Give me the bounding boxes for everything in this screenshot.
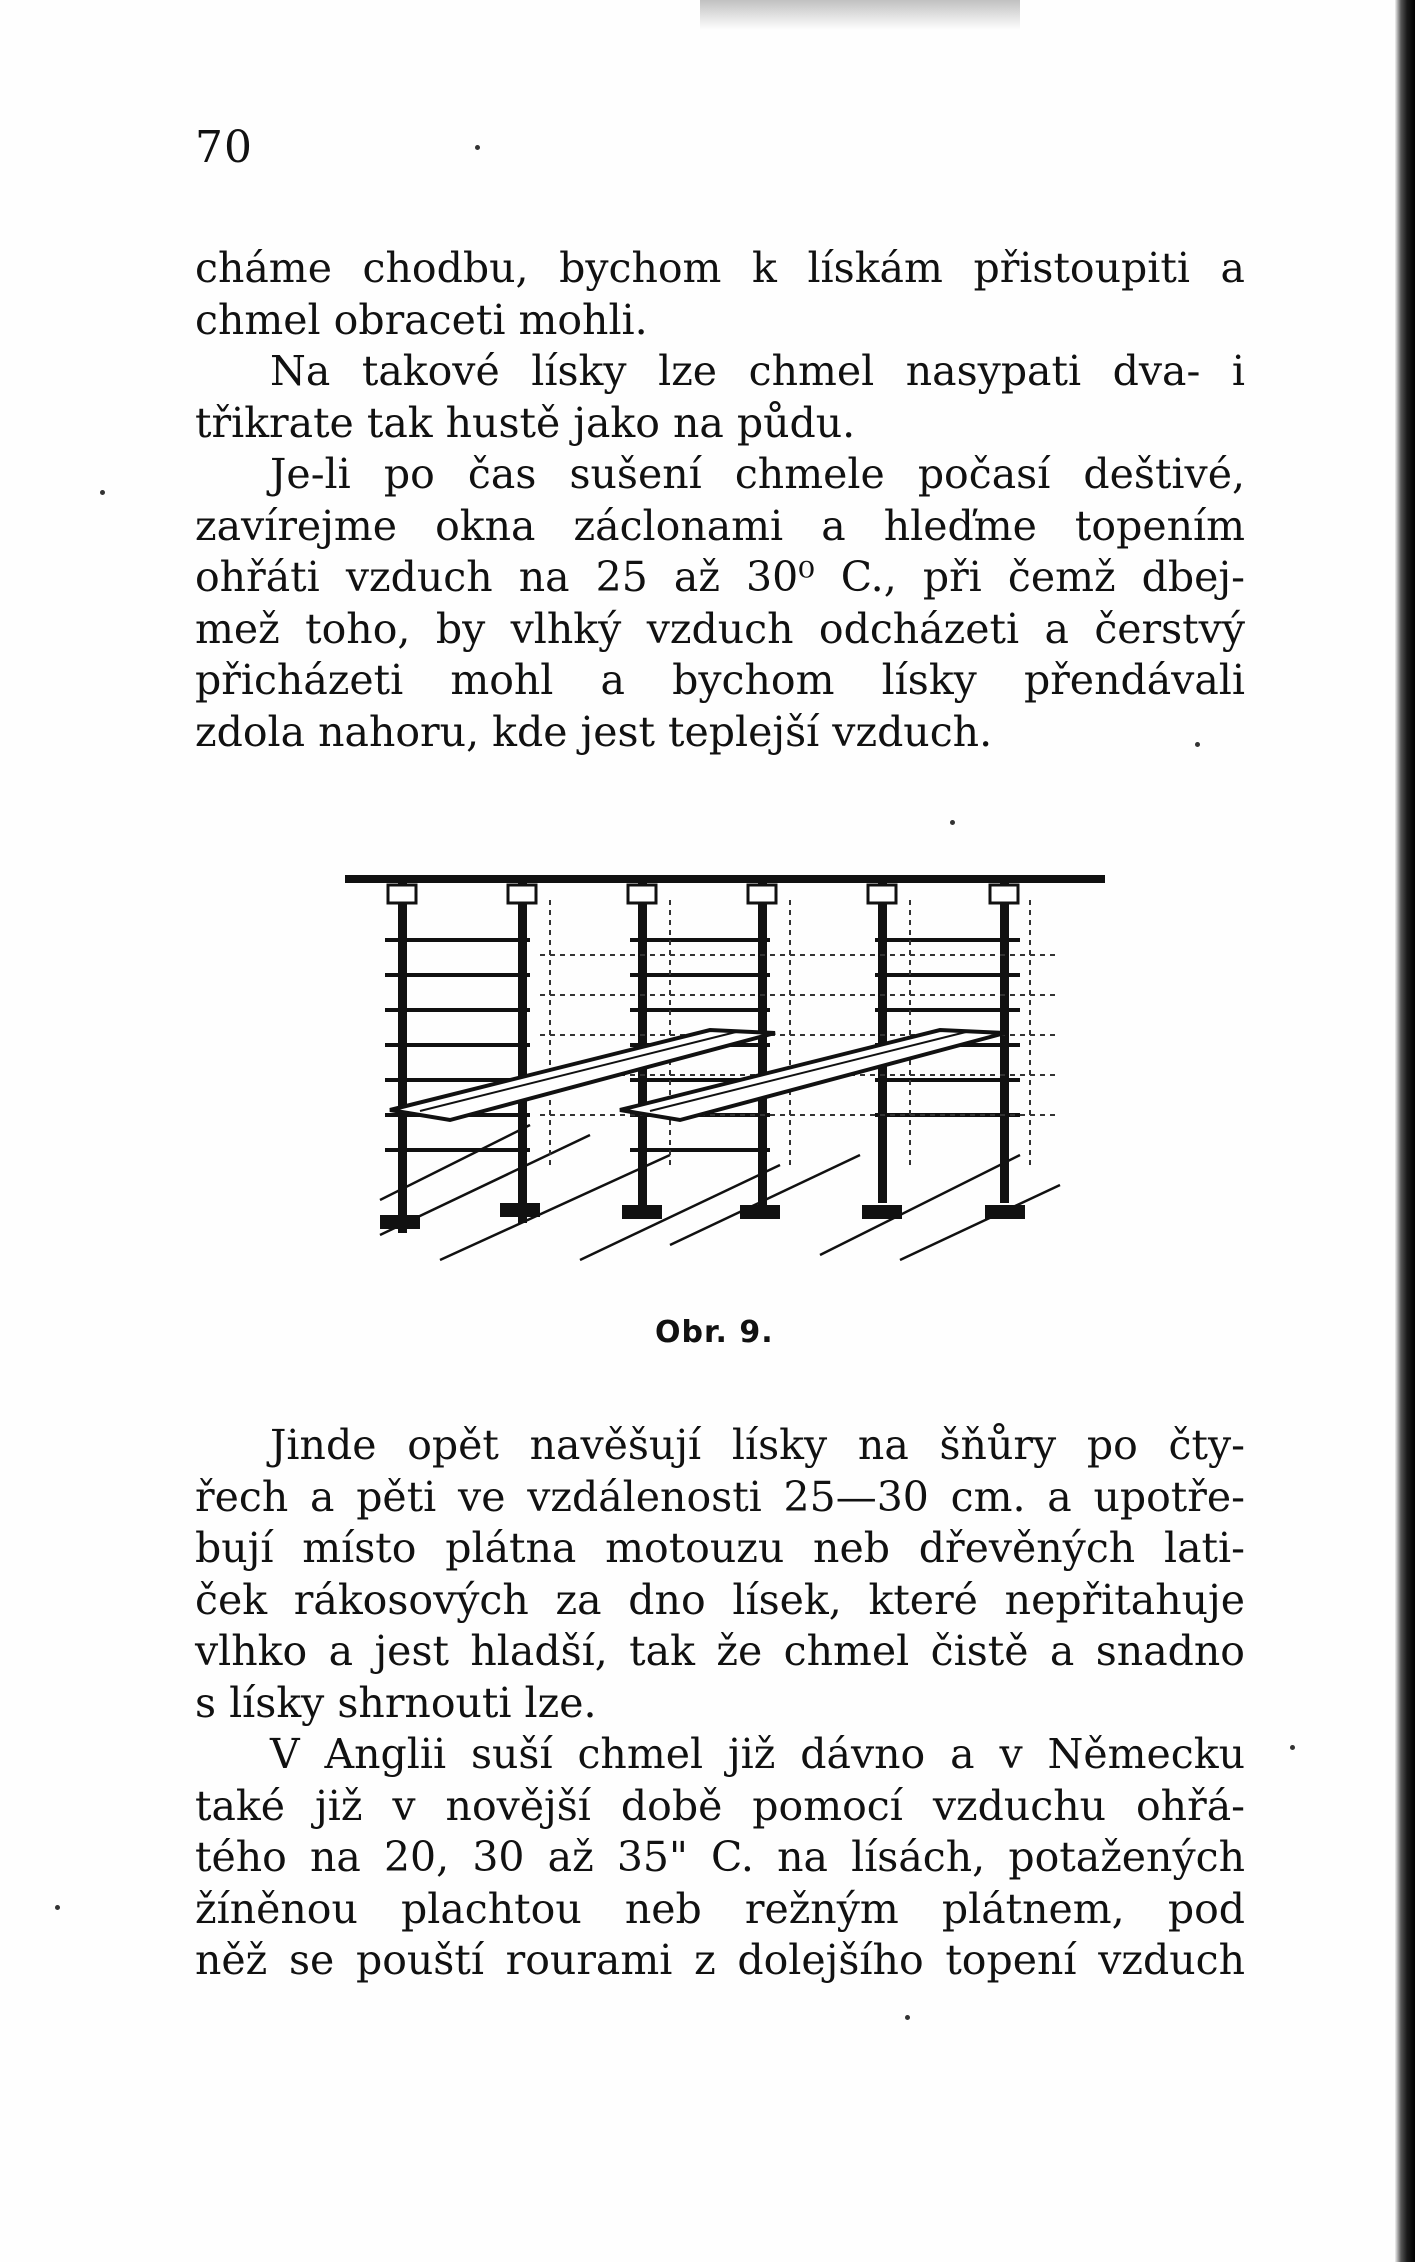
- text-line: ček rákosových za dno lísek, které nepřitahuje: [195, 1575, 1245, 1624]
- text-line: zavírejme okna záclonami a hleďme topením: [195, 501, 1245, 550]
- text-line: mež toho, by vlhký vzduch odcházeti a čerstvý: [195, 604, 1245, 653]
- text-line: přicházeti mohl a bychom lísky přendávali: [195, 656, 1245, 704]
- text-line: Jinde opět navěšují lísky na šňůry po čty-: [270, 1421, 1245, 1469]
- text-line: tého na 20, 30 až 35" C. na lísách, potažených: [195, 1833, 1245, 1881]
- text-line: chmel obraceti mohli.: [195, 295, 648, 344]
- scan-speck: [55, 1905, 60, 1910]
- scan-speck: [1290, 1745, 1295, 1750]
- page-edge-border: [1395, 0, 1415, 2262]
- scan-speck: [1195, 742, 1200, 747]
- figure-caption: Obr. 9.: [655, 1315, 774, 1350]
- scan-speck: [100, 490, 105, 495]
- scan-speck: [475, 145, 480, 150]
- text-line: V Anglii suší chmel již dávno a v Německu: [270, 1730, 1245, 1778]
- text-line: také již v novější době pomocí vzduchu ohřá-: [195, 1781, 1245, 1830]
- text-line: něž se pouští rourami z dolejšího topení vzduch: [195, 1936, 1245, 1984]
- text-line: třikrate tak hustě jako na půdu.: [195, 398, 856, 447]
- text-line: Na takové lísky lze chmel nasypati dva- i: [270, 347, 1245, 395]
- text-line: ohřáti vzduch na 25 až 30⁰ C., při čemž dbej-: [195, 553, 1245, 601]
- text-line: Je-li po čas sušení chmele počasí deštivé,: [270, 450, 1245, 498]
- text-line: žíněnou plachtou neb režným plátnem, pod: [195, 1884, 1245, 1933]
- text-block-bottom: [195, 1420, 1245, 1987]
- text-line: vlhko a jest hladší, tak že chmel čistě a snadno: [195, 1627, 1245, 1675]
- text-block-top: [195, 243, 1245, 758]
- hop-drying-rack-illustration: [340, 865, 1110, 1265]
- scan-speck: [905, 2015, 910, 2020]
- text-line: řech a pěti ve vzdálenosti 25—30 cm. a upotře-: [195, 1472, 1245, 1521]
- text-line: s lísky shrnouti lze.: [195, 1678, 597, 1727]
- scan-shadow: [700, 0, 1020, 30]
- text-line: bují místo plátna motouzu neb dřevěných lati-: [195, 1524, 1245, 1572]
- page-number: 70: [195, 122, 253, 173]
- text-line: cháme chodbu, bychom k lískám přistoupiti a: [195, 244, 1245, 292]
- scan-speck: [950, 820, 955, 825]
- text-line: zdola nahoru, kde jest teplejší vzduch.: [195, 707, 993, 756]
